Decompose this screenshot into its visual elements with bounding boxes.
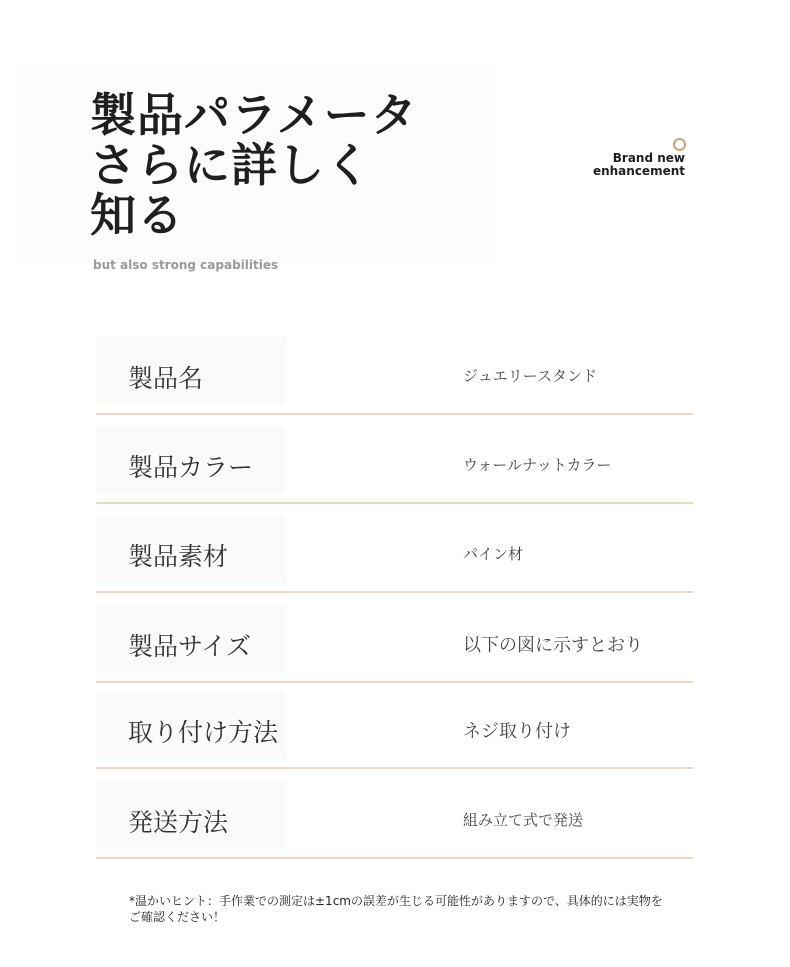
spec-row-mounting-method: [96, 691, 693, 769]
spec-row-product-color: [96, 426, 693, 504]
brand-tagline-line1: Brand new: [612, 151, 685, 165]
spec-row-product-material: [96, 515, 693, 593]
spec-value: パイン材: [463, 545, 524, 563]
brand-tagline: [593, 152, 685, 178]
brand-tagline-line2: enhancement: [592, 164, 685, 178]
spec-row-shipping-method: [96, 781, 693, 859]
spec-value: 組み立て式で発送: [463, 811, 584, 829]
spec-value: ウォールナットカラー: [463, 456, 612, 474]
circle-icon: [673, 138, 686, 151]
spec-label: 製品名: [128, 364, 204, 393]
measurement-note: *温かいヒント：手作業での測定は±1cmの誤差が生じる可能性がありますので、具体的には実物をご確認ください！: [129, 894, 663, 924]
spec-label: 取り付け方法: [128, 718, 279, 747]
spec-label: 発送方法: [128, 808, 229, 837]
spec-label: 製品カラー: [128, 453, 254, 482]
spec-value: ネジ取り付け: [463, 721, 571, 742]
page-title: 製品パラメータ さらに詳しく 知る: [90, 88, 418, 242]
spec-row-product-size: [96, 605, 693, 683]
page-subtitle: but also strong capabilities: [93, 258, 279, 272]
spec-value: ジュエリースタンド: [463, 367, 597, 385]
spec-label: 製品サイズ: [128, 632, 252, 661]
spec-label: 製品素材: [128, 542, 229, 571]
spec-value: 以下の図に示すとおり: [463, 635, 643, 656]
spec-row-product-name: [96, 337, 693, 415]
